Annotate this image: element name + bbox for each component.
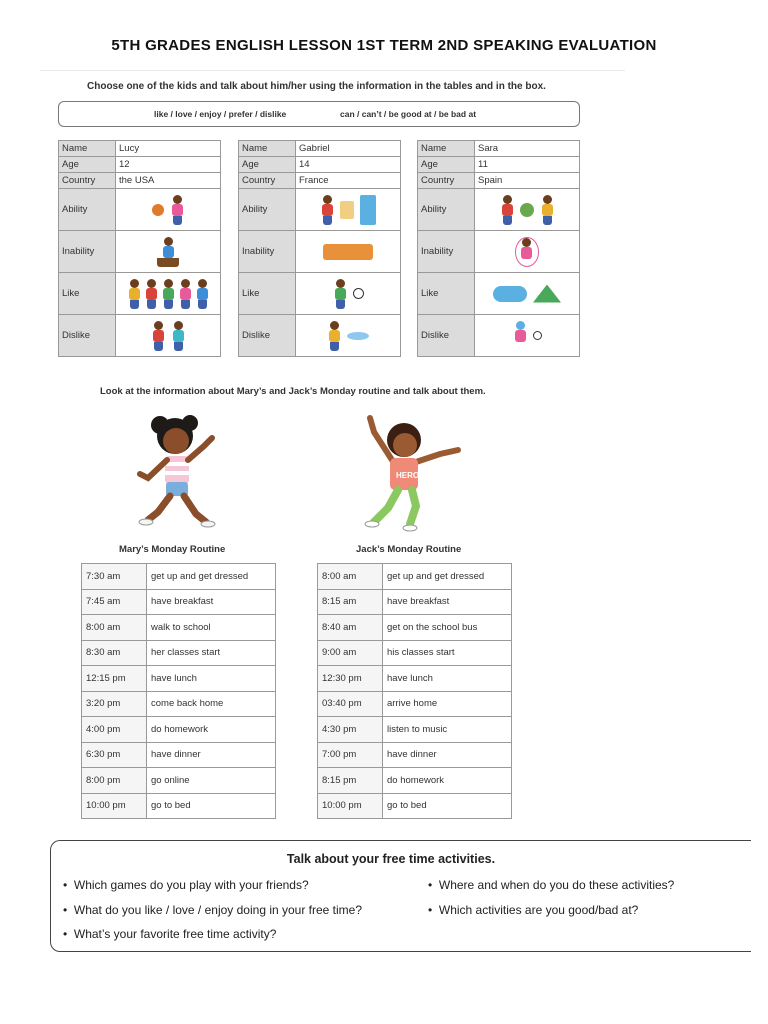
- row-label: Dislike: [418, 315, 475, 357]
- routine-row: [82, 717, 276, 743]
- routine-row: [318, 717, 512, 743]
- row-label: Country: [239, 173, 296, 189]
- row-label: Like: [59, 273, 116, 315]
- routine-time: 8:15 am: [318, 589, 383, 615]
- ability-cell: [475, 189, 580, 231]
- routine-row: [82, 615, 276, 641]
- routine-activity: go to bed: [383, 793, 512, 819]
- mary-illustration: [130, 408, 225, 533]
- routine-time: 8:30 am: [82, 640, 147, 666]
- routine-row: [318, 615, 512, 641]
- child-figure: [161, 237, 175, 267]
- routine-time: 10:00 pm: [82, 793, 147, 819]
- routine-activity: do homework: [383, 768, 512, 794]
- child-figure: [178, 279, 192, 309]
- basketball-icon: [152, 204, 164, 216]
- kid-name: Lucy: [116, 141, 221, 157]
- routine-row: [82, 564, 276, 590]
- mary-routine-table: [81, 563, 276, 819]
- water-icon: [347, 332, 369, 340]
- child-figure: [540, 195, 554, 225]
- routine-activity: come back home: [147, 691, 276, 717]
- routine-time: 7:30 am: [82, 564, 147, 590]
- section1-instruction: Choose one of the kids and talk about him/her using the information in the tables and in the box.: [87, 81, 546, 92]
- bicycle-wheel-icon: [533, 331, 542, 340]
- routine-activity: go to bed: [147, 793, 276, 819]
- routine-row: [82, 666, 276, 692]
- routine-activity: get on the school bus: [383, 615, 512, 641]
- inability-cell: [116, 231, 221, 273]
- routine-row: [82, 589, 276, 615]
- routine-row: [318, 666, 512, 692]
- row-label: Name: [59, 141, 116, 157]
- child-figure: [170, 195, 184, 225]
- routine-time: 8:40 am: [318, 615, 383, 641]
- routine-time: 12:30 pm: [318, 666, 383, 692]
- fishing-kid-illustration: [299, 321, 397, 351]
- free-time-title: Talk about your free time activities.: [286, 852, 496, 866]
- row-label: Like: [418, 273, 475, 315]
- dislike-cell: [475, 315, 580, 357]
- jack-routine-title: Jack’s Monday Routine: [356, 544, 462, 555]
- dislike-cell: [296, 315, 401, 357]
- routine-row: [318, 564, 512, 590]
- easel-icon: [340, 201, 354, 219]
- playing-children-illustration: [119, 279, 217, 309]
- routine-row: [82, 742, 276, 768]
- like-cell: [475, 273, 580, 315]
- swimming-camping-illustration: [478, 285, 576, 303]
- kid-country: the USA: [116, 173, 221, 189]
- row-label: Ability: [239, 189, 296, 231]
- row-label: Age: [239, 157, 296, 173]
- row-label: Age: [418, 157, 475, 173]
- hero-shirt-text: HERO: [396, 471, 420, 480]
- routine-time: 7:00 pm: [318, 742, 383, 768]
- routine-activity: do homework: [147, 717, 276, 743]
- routine-row: [318, 768, 512, 794]
- child-figure: [151, 321, 165, 351]
- routine-time: 7:45 am: [82, 589, 147, 615]
- routine-time: 3:20 pm: [82, 691, 147, 717]
- desk-icon: [323, 244, 373, 260]
- routine-time: 8:00 pm: [82, 768, 147, 794]
- routine-activity: have lunch: [147, 666, 276, 692]
- swimming-icon: [493, 286, 527, 302]
- kid-age: 12: [116, 157, 221, 173]
- routine-time: 4:00 pm: [82, 717, 147, 743]
- like-cell: [116, 273, 221, 315]
- child-figure: [327, 321, 341, 351]
- painting-climbing-illustration: [299, 195, 397, 225]
- kid-country: Spain: [475, 173, 580, 189]
- routine-time: 8:00 am: [318, 564, 383, 590]
- routine-activity: have lunch: [383, 666, 512, 692]
- routine-activity: her classes start: [147, 640, 276, 666]
- child-figure: [127, 279, 141, 309]
- row-label: Like: [239, 273, 296, 315]
- child-figure: [161, 279, 175, 309]
- child-figure: [515, 237, 539, 267]
- inability-cell: [475, 231, 580, 273]
- routine-activity: arrive home: [383, 691, 512, 717]
- kid-name: Sara: [475, 141, 580, 157]
- kid-country: France: [296, 173, 401, 189]
- routine-time: 8:00 am: [82, 615, 147, 641]
- kid-table-sara: [417, 140, 580, 357]
- routine-time: 03:40 pm: [318, 691, 383, 717]
- question-item: • What do you like / love / enjoy doing in your free time?: [63, 903, 363, 917]
- row-label: Inability: [59, 231, 116, 273]
- routine-row: [82, 640, 276, 666]
- jack-illustration: [362, 410, 467, 535]
- basketball-kid-illustration: [119, 195, 217, 225]
- row-label: Inability: [239, 231, 296, 273]
- jack-routine-table: [317, 563, 512, 819]
- ability-list: can / can’t / be good at / be bad at: [340, 109, 477, 119]
- child-figure: [195, 279, 209, 309]
- routine-activity: go online: [147, 768, 276, 794]
- routine-activity: have dinner: [147, 742, 276, 768]
- row-label: Ability: [59, 189, 116, 231]
- row-label: Country: [59, 173, 116, 189]
- desk-study-illustration: [299, 244, 397, 260]
- routine-activity: get up and get dressed: [147, 564, 276, 590]
- routine-activity: walk to school: [147, 615, 276, 641]
- verbs-list: like / love / enjoy / prefer / dislike: [154, 109, 287, 119]
- routine-activity: have breakfast: [147, 589, 276, 615]
- page-title: 5TH GRADES ENGLISH LESSON 1ST TERM 2ND SPEAKING EVALUATION: [111, 37, 657, 54]
- routine-time: 12:15 pm: [82, 666, 147, 692]
- child-figure: [320, 195, 334, 225]
- row-label: Inability: [418, 231, 475, 273]
- routine-activity: his classes start: [383, 640, 512, 666]
- question-item: • Which activities are you good/bad at?: [428, 903, 639, 917]
- child-figure: [500, 195, 514, 225]
- mary-routine-title: Mary’s Monday Routine: [119, 544, 226, 555]
- gardening-kids-illustration: [478, 195, 576, 225]
- row-label: Ability: [418, 189, 475, 231]
- football-icon: [353, 288, 364, 299]
- kid-name: Gabriel: [296, 141, 401, 157]
- routine-time: 6:30 pm: [82, 742, 147, 768]
- child-figure: [513, 321, 527, 351]
- running-kids-illustration: [119, 321, 217, 351]
- cycling-kid-illustration: [478, 321, 576, 351]
- routine-row: [82, 793, 276, 819]
- child-figure: [171, 321, 185, 351]
- like-cell: [296, 273, 401, 315]
- football-kid-illustration: [299, 279, 397, 309]
- routine-row: [318, 589, 512, 615]
- child-figure: [333, 279, 347, 309]
- jump-rope-illustration: [478, 237, 576, 267]
- kid-age: 14: [296, 157, 401, 173]
- routine-row: [318, 691, 512, 717]
- routine-time: 9:00 am: [318, 640, 383, 666]
- routine-activity: have dinner: [383, 742, 512, 768]
- child-figure: [144, 279, 158, 309]
- routine-activity: have breakfast: [383, 589, 512, 615]
- dislike-cell: [116, 315, 221, 357]
- question-item: • What’s your favorite free time activity?: [63, 927, 277, 941]
- routine-row: [318, 742, 512, 768]
- row-label: Dislike: [59, 315, 116, 357]
- climbing-wall-icon: [360, 195, 376, 225]
- tent-icon: [533, 285, 561, 303]
- routine-row: [82, 691, 276, 717]
- routine-row: [318, 640, 512, 666]
- routine-time: 10:00 pm: [318, 793, 383, 819]
- plant-icon: [520, 203, 534, 217]
- row-label: Dislike: [239, 315, 296, 357]
- routine-row: [82, 768, 276, 794]
- routine-row: [318, 793, 512, 819]
- row-label: Country: [418, 173, 475, 189]
- kid-table-lucy: [58, 140, 221, 357]
- row-label: Name: [239, 141, 296, 157]
- ability-cell: [296, 189, 401, 231]
- question-item: • Where and when do you do these activities?: [428, 878, 675, 892]
- routine-activity: get up and get dressed: [383, 564, 512, 590]
- inability-cell: [296, 231, 401, 273]
- kid-table-gabriel: [238, 140, 401, 357]
- section2-instruction: Look at the information about Mary’s and Jack’s Monday routine and talk about them.: [100, 386, 486, 397]
- routine-time: 8:15 pm: [318, 768, 383, 794]
- question-item: • Which games do you play with your friends?: [63, 878, 309, 892]
- routine-time: 4:30 pm: [318, 717, 383, 743]
- row-label: Name: [418, 141, 475, 157]
- ability-cell: [116, 189, 221, 231]
- vocabulary-box: [58, 101, 580, 127]
- divider: [40, 70, 625, 71]
- free-time-box: [50, 840, 751, 952]
- kid-age: 11: [475, 157, 580, 173]
- row-label: Age: [59, 157, 116, 173]
- horse-riding-illustration: [119, 237, 217, 267]
- routine-activity: listen to music: [383, 717, 512, 743]
